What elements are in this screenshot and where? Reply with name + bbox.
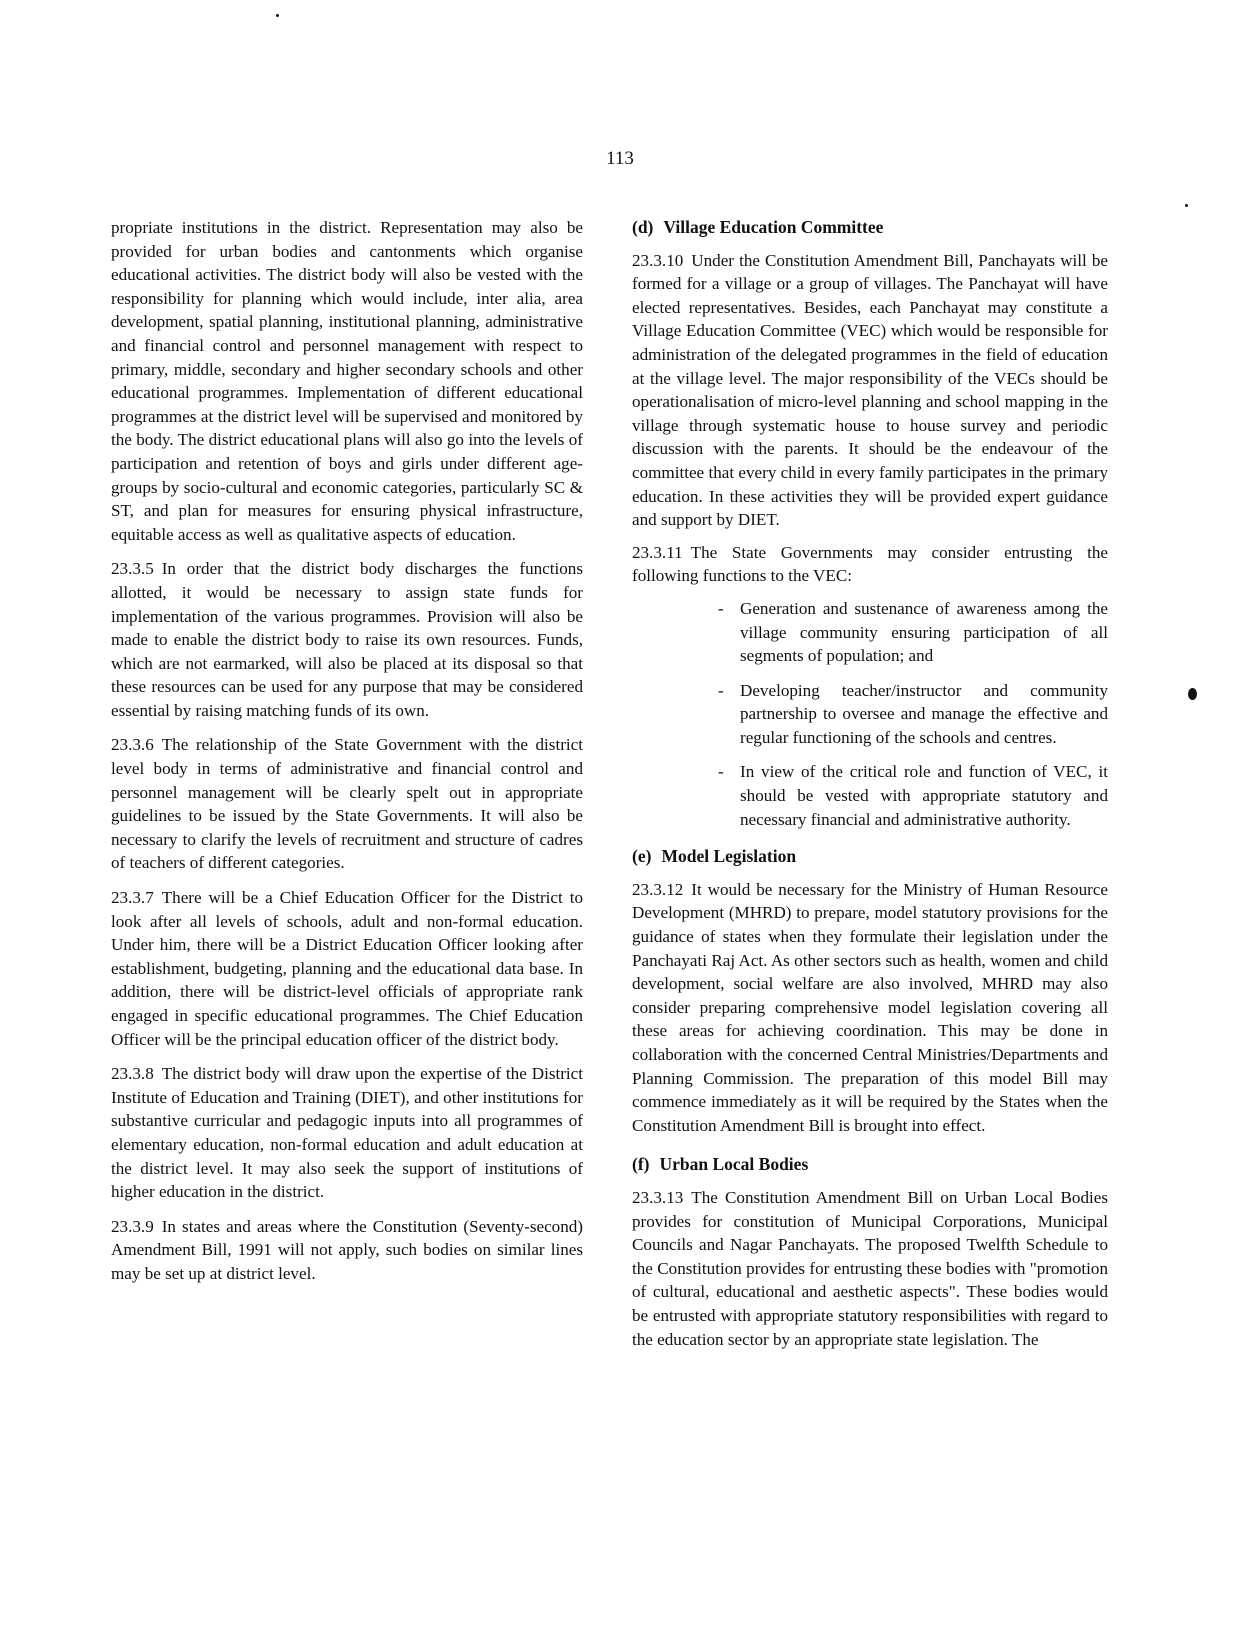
paragraph-23-3-10 — [632, 249, 1108, 532]
left-column — [111, 216, 583, 1297]
vec-functions-list — [632, 597, 1108, 831]
paragraph-number: 23.3.9 — [111, 1216, 154, 1236]
section-letter: (e) — [632, 846, 652, 867]
paragraph-23-3-12 — [632, 878, 1108, 1138]
scan-speck — [276, 14, 279, 17]
scan-speck — [1188, 688, 1197, 700]
right-column — [632, 216, 1108, 1362]
paragraph-text: The relationship of the State Government with the district level body in terms of administrative and financial control and personnel management will be clearly spelt out in appropriate guidelines to be issued by the State Governments. It will also be necessary to clarify the levels of recruitment and structure of cadres of teachers of different categories. — [111, 735, 583, 873]
paragraph-23-3-7 — [111, 886, 583, 1051]
paragraph-23-3-5 — [111, 557, 583, 722]
bullet-dash: - — [718, 598, 724, 618]
continuation-paragraph: propriate institutions in the district. Representation may also be provided for urban bodies and cantonments which organise educational activities. The district body will also be vested with the responsibility for planning which would include, inter alia, area development, spatial planning, institutional planning, administrative and financial control and personnel management with respect to primary, middle, secondary and higher secondary schools and other educational programmes. Implementation of different educational programmes at the district level will be supervised and monitored by the body. The district educational plans will also go into the levels of participation and retention of boys and girls under different age-groups by socio-cultural and economic categories, particularly SC & ST, and plan for measures for ensuring physical infrastructure, equitable access as well as qualitative aspects of education. — [111, 218, 583, 544]
paragraph-text: In states and areas where the Constitution (Seventy-second) Amendment Bill, 1991 will not apply, such bodies on similar lines may be set up at district level. — [111, 1216, 583, 1283]
paragraph-text: Under the Constitution Amendment Bill, Panchayats will be formed for a village or a group of villages. The Panchayat will have elected representatives. Besides, each Panchayat may constitute a Village Education Committee (VEC) which would be responsible for administration of the delegated programmes in the field of education at the village level. The major responsibility of the VECs should be operationalisation of micro-level planning and school mapping in the village through systematic house to house survey and periodic discussion with the parents. It should be the endeavour of the committee that every child in every family participates in the primary education. In these activities they will be provided expert guidance and support by DIET. — [632, 250, 1108, 530]
paragraph-number: 23.3.10 — [632, 250, 684, 270]
list-item-text: Generation and sustenance of awareness among the village community ensuring participation of all segments of population; and — [740, 598, 1108, 666]
list-item — [718, 597, 1108, 668]
list-item-text: Developing teacher/instructor and community partnership to oversee and manage the effective and regular functioning of the schools and centres. — [740, 680, 1108, 747]
paragraph-number: 23.3.13 — [632, 1187, 684, 1207]
paragraph-number: 23.3.6 — [111, 735, 154, 755]
section-letter: (d) — [632, 217, 654, 237]
section-title: Urban Local Bodies — [659, 1154, 809, 1175]
paragraph-23-3-11 — [632, 541, 1108, 588]
paragraph-number: 23.3.11 — [632, 542, 683, 562]
section-title: Model Legislation — [661, 846, 797, 867]
paragraph-23-3-13 — [632, 1186, 1108, 1351]
paragraph-text: The State Governments may consider entrusting the following functions to the VEC: — [632, 542, 1108, 586]
paragraph-text: There will be a Chief Education Officer for the District to look after all levels of schools, adult and non-formal education. Under him, there will be a District Education Officer looking after establishment, budgeting, planning and the educational data base. In addition, there will be district-level officials of appropriate rank engaged in specific educational programmes. The Chief Education Officer will be the principal education officer of the district body. — [111, 888, 583, 1049]
section-title: Village Education Committee — [663, 217, 884, 237]
paragraph-number: 23.3.5 — [111, 559, 154, 579]
page-number: 113 — [606, 148, 634, 169]
list-item — [718, 679, 1108, 750]
paragraph-23-3-6 — [111, 733, 583, 875]
list-item — [718, 760, 1108, 831]
paragraph-number: 23.3.8 — [111, 1064, 154, 1084]
section-heading-model-legislation — [632, 845, 1108, 869]
section-letter: (f) — [632, 1154, 650, 1175]
paragraph-number: 23.3.7 — [111, 888, 154, 908]
bullet-dash: - — [718, 680, 724, 700]
list-item-text: In view of the critical role and function of VEC, it should be vested with appropriate statutory and necessary financial and administrative authority. — [740, 762, 1108, 829]
paragraph-text: In order that the district body discharges the functions allotted, it would be necessary to assign state funds for implementation of the various programmes. Provision will also be made to enable the district body to raise its own resources. Funds, which are not earmarked, will also be placed at its disposal so that these resources can be used for any purpose that may be considered essential by raising matching funds of its own. — [111, 559, 583, 720]
paragraph-number: 23.3.12 — [632, 879, 684, 899]
paragraph-23-3-8 — [111, 1062, 583, 1204]
bullet-dash: - — [718, 762, 724, 782]
section-heading-village-education-committee — [632, 216, 1108, 240]
scan-speck — [1185, 204, 1188, 207]
paragraph-text: The district body will draw upon the expertise of the District Institute of Education and Training (DIET), and other institutions for substantive curricular and pedagogic inputs into all programmes of elementary education, non-formal education and adult education at the district level. It may also seek the support of institutions of higher education in the district. — [111, 1064, 583, 1202]
paragraph-text: The Constitution Amendment Bill on Urban Local Bodies provides for constitution of Municipal Corporations, Municipal Councils and Nagar Panchayats. The proposed Twelfth Schedule to the Constitution provides for entrusting these bodies with "promotion of cultural, educational and aesthetic aspects". These bodies would be entrusted with appropriate statutory responsibilities with regard to the education sector by an appropriate state legislation. The — [632, 1187, 1108, 1349]
section-heading-urban-local-bodies — [632, 1153, 1108, 1177]
paragraph-23-3-9 — [111, 1215, 583, 1286]
paragraph-text: It would be necessary for the Ministry of Human Resource Development (MHRD) to prepare, model statutory provisions for the guidance of states when they formulate their legislation under the Panchayati Raj Act. As other sectors such as health, women and child development, social welfare are also involved, MHRD may also consider preparing comprehensive model legislation covering all these areas for achieving coordination. This may be done in collaboration with the concerned Central Ministries/Departments and Planning Commission. The preparation of this model Bill may commence immediately as it will be required by the States when the Constitution Amendment Bill is brought into effect. — [632, 879, 1108, 1135]
